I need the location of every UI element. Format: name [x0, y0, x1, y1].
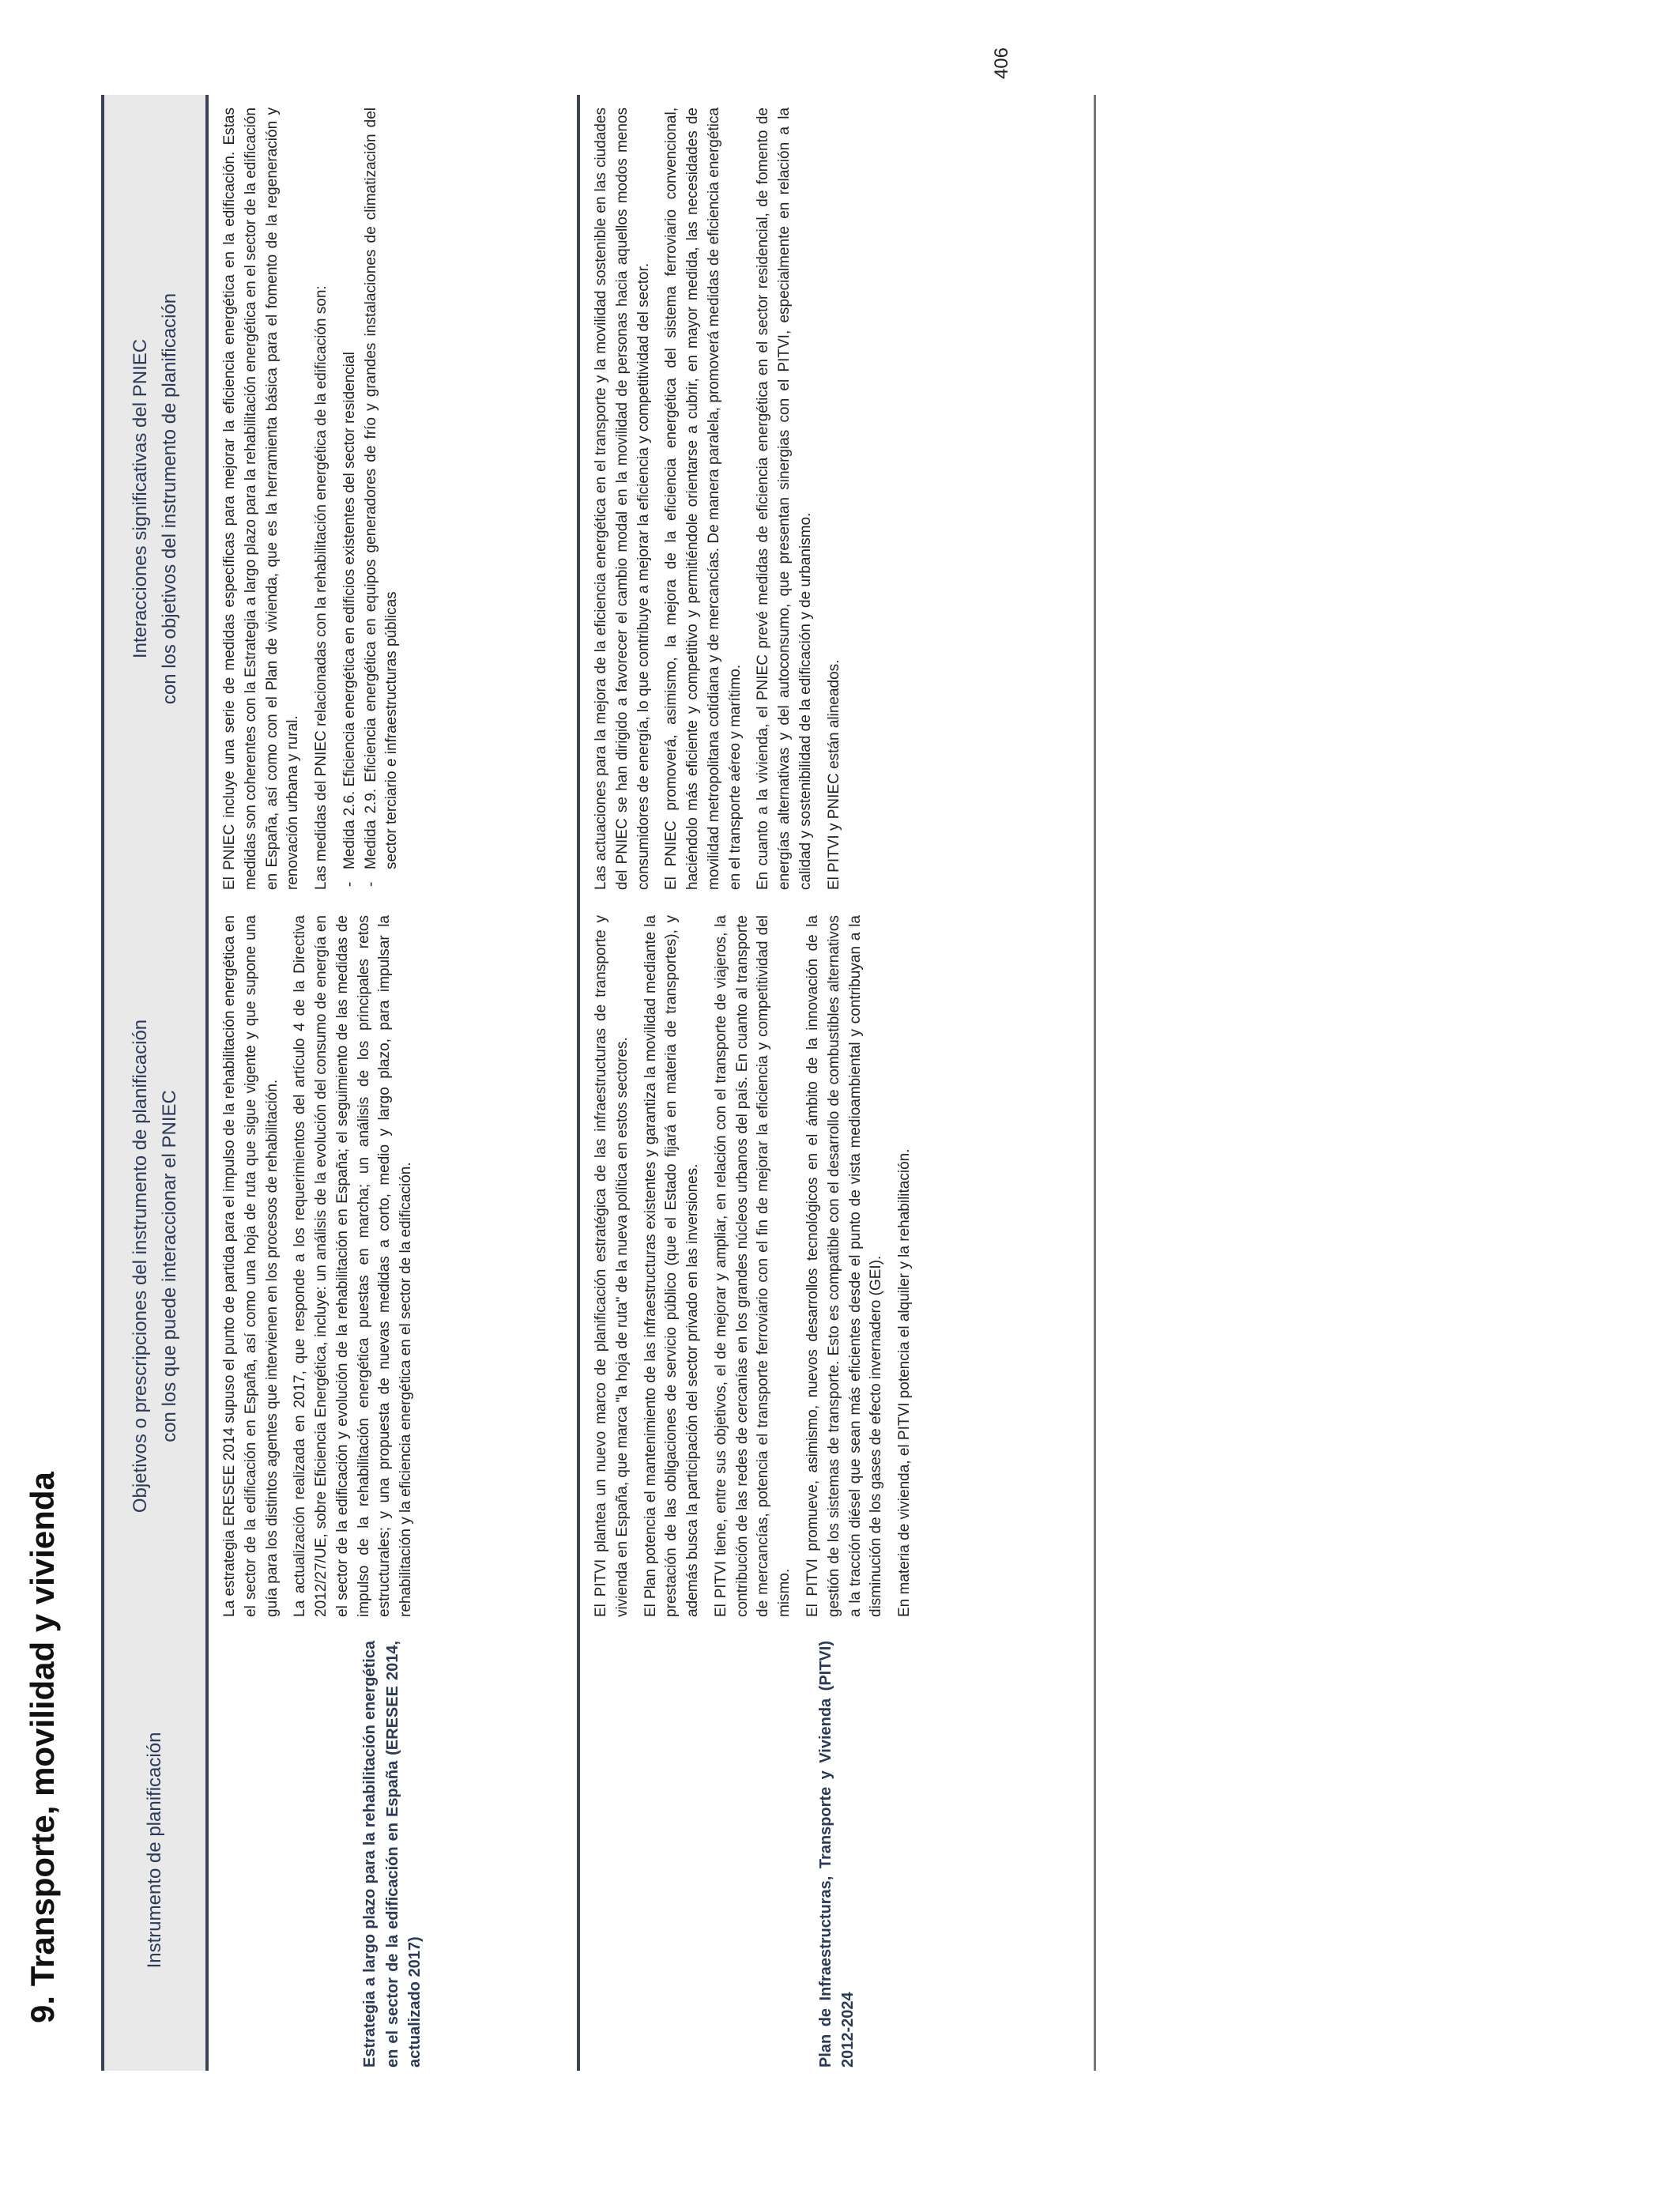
list-item: - Medida 2.6. Eficiencia energética en edificios existentes del sector residencial [340, 107, 361, 869]
page-content [19, 0, 1094, 2071]
objective-paragraph: El PITVI tiene, entre sus objetivos, el de mejorar y ampliar, en relación con el transporte de viajeros, la contribución de las redes de cercanías en los grandes núcleos urbanos del país. En cuanto al transporte de mercancías, potencia el transporte ferroviario con el fin de mejorar la eficiencia y competitividad del mismo. [712, 915, 793, 1617]
page-number: 406 [991, 47, 1012, 80]
objectives-cell [209, 903, 577, 1630]
instrument-name-text: Plan de Infraestructuras, Transporte y Vivienda (PITVI) 2012-2024 [816, 1641, 857, 2068]
planning-table [101, 95, 1093, 2071]
objectives-cell [580, 903, 1094, 1630]
header-interactions-line1: Interacciones significativas del PNIEC [129, 338, 151, 659]
list-item: - Medida 2.9. Eficiencia energética en equipos generadores de frío y grandes instalaciones de climatización del sector terciario e infraestructuras públicas [361, 107, 404, 869]
objective-paragraph: En materia de vivienda, el PITVI potencia el alquiler y la rehabilitación. [896, 1148, 913, 1617]
objective-paragraph: El Plan potencia el mantenimiento de las infraestructuras existentes y garantiza la movilidad mediante la prestación de las obligaciones de servicio público (que el Estado fijará en materia de transportes), y además busca la participación del sector privado en las inversiones. [642, 915, 702, 1617]
table-header [101, 95, 209, 2071]
objective-paragraph: El PITVI promueve, asimismo, nuevos desarrollos tecnológicos en el ámbito de la innovación de la gestión de los sistemas de transporte. Esto es compatible con el desarrollo de combustibles alternativos a la tracción diésel que sean más eficientes desde el punto de vista medioambiental y contribuyan a la disminución de los gases de efecto invernadero (GEI). [804, 915, 885, 1617]
section-title: 9. Transporte, movilidad y vivienda [24, 1472, 61, 2023]
table-row [580, 95, 1096, 2071]
interaction-paragraph: El PNIEC incluye una serie de medidas específicas para mejorar la eficiencia energética en la edificación. Estas medidas son coherentes con la Estrategia a largo plazo para la rehabilitación energética en el sector de la edificación en España, así como con el Plan de vivienda, que es la herramienta básica para el fomento de la regeneración y renovación urbana y rural. [221, 107, 302, 890]
interaction-paragraph: En cuanto a la vivienda, el PNIEC prevé medidas de eficiencia energética en el sector residencial, de fomento de energías alternativas y del autoconsumo, que presentan sinergias con el PITVI, especialmente en relación a la calidad y sostenibilidad de la edificación y de urbanismo. [755, 107, 815, 890]
header-objectives-line2: con los que puede interaccionar el PNIEC [159, 1090, 180, 1442]
interaction-paragraph: El PITVI y PNIEC están alineados. [825, 659, 842, 890]
interaction-paragraph: Las actuaciones para la mejora de la eficiencia energética en el transporte y la movilidad sostenible en las ciudades del PNIEC se han dirigido a favorecer el cambio modal en la movilidad de personas hacia aquellos modos menos consumidores de energía, lo que contribuye a mejorar la eficiencia y competitividad del sector. [593, 107, 652, 890]
instrument-name [580, 1630, 1094, 2071]
measures-list [340, 107, 403, 890]
header-instrument-label: Instrumento de planificación [144, 1732, 166, 1969]
header-interactions-line2: con los objetivos del instrumento de planificación [159, 292, 180, 705]
instrument-name [209, 1630, 577, 2071]
interaction-paragraph: Las medidas del PNIEC relacionadas con la rehabilitación energética de la edificación son: [313, 285, 330, 890]
header-objectives-line1: Objetivos o prescripciones del instrumento de planificación [129, 1019, 151, 1514]
instrument-name-text: Estrategia a largo plazo para la rehabilitación energética en el sector de la edificación en España (ERESEE 2014, actualizado 2017) [361, 1641, 424, 2068]
header-interactions [104, 95, 205, 903]
objective-paragraph: La actualización realizada en 2017, que responde a los requerimientos del artículo 4 de la Directiva 2012/27/UE, sobre Eficiencia Energética, incluye: un análisis de la evolución del consumo de energía en el sector de la edificación y evolución de la rehabilitación en España; el seguimiento de las medidas de impulso de la rehabilitación energética puestas en marcha; un análisis de los principales retos estructurales; y una propuesta de nuevas medidas a corto, medio y largo plazo, para impulsar la rehabilitación y la eficiencia energética en el sector de la edificación. [292, 915, 415, 1617]
header-objectives [104, 903, 205, 1630]
objective-paragraph: La estrategia ERESEE 2014 supuso el punto de partida para el impulso de la rehabilitación energética en el sector de la edificación en España, así como una hoja de ruta que sigue vigente y que supone una guía para los distintos agentes que intervienen en los procesos de rehabilitación. [221, 915, 281, 1617]
objective-paragraph: El PITVI plantea un nuevo marco de planificación estratégica de las infraestructuras de transporte y vivienda en España, que marca "la hoja de ruta" de la nueva política en estos sectores. [593, 915, 631, 1617]
interactions-cell [580, 95, 1094, 903]
table-row [209, 95, 580, 2071]
interactions-cell [209, 95, 577, 903]
header-instrument [104, 1630, 205, 2071]
interaction-paragraph: El PNIEC promoverá, asimismo, la mejora de la eficiencia energética del sistema ferroviario convencional, haciéndolo más eficiente y competitivo y permitiéndole orientarse a cubrir, en mayor medida, las necesidades de movilidad metropolitana cotidiana y de mercancías. De manera paralela, promoverá medidas de eficiencia energética en el transporte aéreo y marítimo. [663, 107, 744, 890]
